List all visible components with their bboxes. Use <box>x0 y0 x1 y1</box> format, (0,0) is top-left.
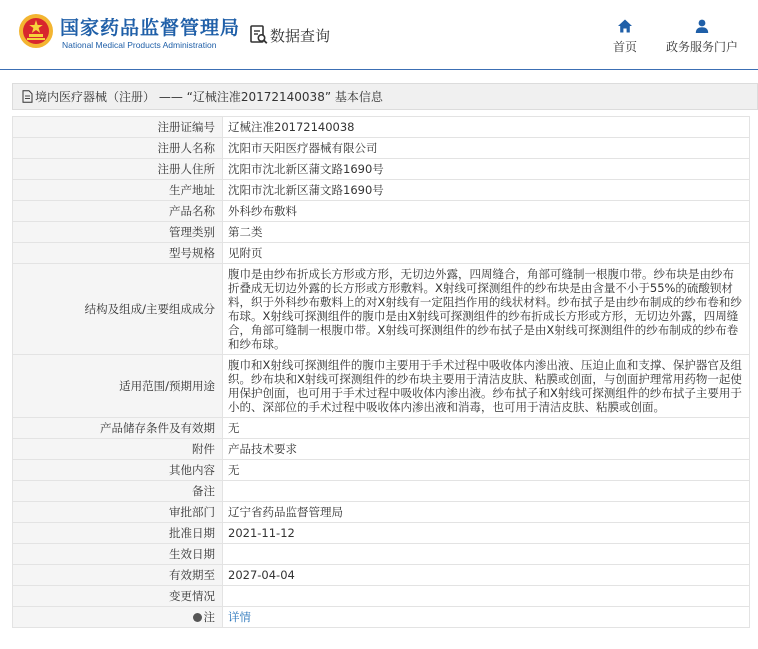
details-link[interactable]: 详情 <box>228 610 251 624</box>
data-query-link[interactable] <box>250 24 330 46</box>
table-row <box>13 607 750 628</box>
site-header <box>0 0 758 70</box>
table-row <box>13 565 750 586</box>
field-label: 注 <box>203 610 215 624</box>
field-value: 腹巾和X射线可探测组件的腹巾主要用于手术过程中吸收体内渗出液、压迫止血和支撑、保护器官及组织。纱布块和X射线可探测组件的纱布块主要用于清洁皮肤、粘膜或创面，与创面护理常用药物一起使用保护创面，也可用于手术过程中吸收体内渗出液。纱布拭子和X射线可探测组件的纱布拭子主要用于小的、深部位的手术过程中吸收体内渗出液和消毒，也可用于清洁皮肤、粘膜或创面。 <box>223 355 750 418</box>
field-value: 无 <box>223 418 750 439</box>
table-row <box>13 264 750 355</box>
field-value: 无 <box>223 460 750 481</box>
note-label-cell <box>13 607 223 628</box>
table-row <box>13 180 750 201</box>
table-row <box>13 502 750 523</box>
field-value: 产品技术要求 <box>223 439 750 460</box>
field-value: 第二类 <box>223 222 750 243</box>
registration-detail-table <box>12 116 750 628</box>
table-row <box>13 544 750 565</box>
table-row <box>13 460 750 481</box>
field-label: 产品储存条件及有效期 <box>13 418 223 439</box>
field-value <box>223 586 750 607</box>
nav-service-portal[interactable] <box>663 18 741 55</box>
table-row <box>13 159 750 180</box>
field-label: 审批部门 <box>13 502 223 523</box>
field-label: 变更情况 <box>13 586 223 607</box>
field-label: 注册人名称 <box>13 138 223 159</box>
nav-home-label: 首页 <box>612 40 637 54</box>
field-value <box>223 544 750 565</box>
table-row <box>13 201 750 222</box>
breadcrumb-text: 境内医疗器械（注册） —— “辽械注准20172140038” 基本信息 <box>35 90 383 104</box>
field-label: 备注 <box>13 481 223 502</box>
field-label: 产品名称 <box>13 201 223 222</box>
table-row <box>13 243 750 264</box>
field-label: 注册人住所 <box>13 159 223 180</box>
field-label: 型号规格 <box>13 243 223 264</box>
breadcrumb <box>12 83 758 110</box>
field-value <box>223 607 750 628</box>
field-label: 批准日期 <box>13 523 223 544</box>
field-label: 生效日期 <box>13 544 223 565</box>
field-label: 管理类别 <box>13 222 223 243</box>
field-label: 有效期至 <box>13 565 223 586</box>
field-value: 沈阳市沈北新区蒲文路1690号 <box>223 180 750 201</box>
nav-service-portal-label: 政务服务门户 <box>665 40 738 54</box>
national-emblem-icon <box>18 13 54 49</box>
field-value: 腹巾是由纱布折成长方形或方形，无切边外露，四周缝合，角部可缝制一根腹巾带。纱布块是由纱布折叠成无切边外露的长方形或方形敷料。X射线可探测组件的纱布块是由含量不小于55%的硫酸钡材料，织于外科纱布敷料上的对X射线有一定阻挡作用的线状材料。纱布拭子是由纱布制成的纱布卷和纱布球。X射线可探测组件的腹巾是由X射线可探测组件的纱布折成长方形或方形，无切边外露，四周缝合，角部可缝制一根腹巾带。X射线可探测组件的纱布拭子是由X射线可探测组件的纱布制成的纱布卷和纱布球。 <box>223 264 750 355</box>
field-label: 生产地址 <box>13 180 223 201</box>
table-row <box>13 586 750 607</box>
table-row <box>13 523 750 544</box>
table-row <box>13 222 750 243</box>
table-row <box>13 439 750 460</box>
field-value: 沈阳市天阳医疗器械有限公司 <box>223 138 750 159</box>
home-icon <box>617 18 633 34</box>
table-row <box>13 355 750 418</box>
table-row <box>13 418 750 439</box>
data-query-label: 数据查询 <box>270 26 331 45</box>
field-label: 适用范围/预期用途 <box>13 355 223 418</box>
field-value <box>223 481 750 502</box>
user-icon <box>694 18 710 34</box>
field-label: 结构及组成/主要组成成分 <box>13 264 223 355</box>
site-subtitle: National Medical Products Administration <box>62 40 217 50</box>
field-value: 2021-11-12 <box>223 523 750 544</box>
table-row <box>13 138 750 159</box>
field-value: 辽械注准20172140038 <box>223 117 750 138</box>
field-label: 附件 <box>13 439 223 460</box>
field-value: 2027-04-04 <box>223 565 750 586</box>
field-value: 见附页 <box>223 243 750 264</box>
field-value: 沈阳市沈北新区蒲文路1690号 <box>223 159 750 180</box>
document-icon <box>22 90 33 103</box>
field-label: 其他内容 <box>13 460 223 481</box>
field-label: 注册证编号 <box>13 117 223 138</box>
field-value: 外科纱布敷料 <box>223 201 750 222</box>
nav-home[interactable] <box>611 18 639 55</box>
table-row <box>13 117 750 138</box>
table-row <box>13 481 750 502</box>
document-search-icon <box>250 25 268 45</box>
field-value: 辽宁省药品监督管理局 <box>223 502 750 523</box>
note-icon <box>193 613 202 622</box>
site-title: 国家药品监督管理局 <box>60 17 241 39</box>
